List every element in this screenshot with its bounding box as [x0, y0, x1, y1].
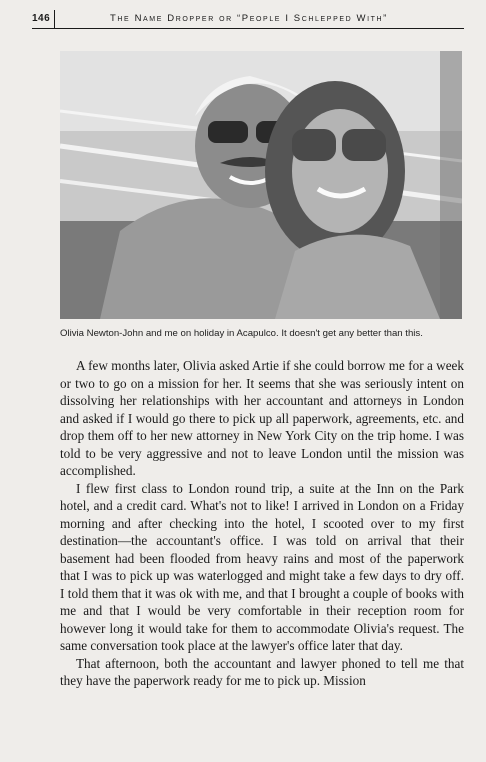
- photo-caption: Olivia Newton-John and me on holiday in Acapulco. It doesn't get any better than this.: [60, 328, 423, 339]
- page-number: 146: [32, 13, 51, 24]
- page-header: [32, 10, 464, 30]
- running-title: The Name Dropper or “People I Schlepped With”: [110, 13, 388, 24]
- paragraph: I flew first class to London round trip, a suite at the Inn on the Park hotel, and a credit card. What's not to like! I arrived in London on a Friday morning and after checking into the hotel, I scooted over to my first destination—the accountant's office. I was told on arrival that their basement had been flooded from heavy rains and most of the paperwork that I was to pick up was waterlogged and might take a few days to dry off. I told them that it was ok with me, and that I brought a couple of books with me and that I would be very comfortable in their reception room for however long it would take for them to accommodate Olivia's request. The same conversation took place at the lawyer's office later that day.: [60, 480, 464, 653]
- header-rule: [32, 28, 464, 29]
- photo: [60, 51, 462, 319]
- header-divider: [54, 10, 55, 28]
- paragraph: A few months later, Olivia asked Artie if she could borrow me for a week or two to go on a mission for her. It seems that she was seriously intent on dissolving her relationships with her accountant and attorneys in London and asked if I would go there to pick up all paperwork, agreements, etc. and drop them off to her new attorney in New York City on the trip home. I was told to be very aggressive and not to leave London until the mission was accomplished.: [60, 358, 464, 478]
- body-text: [60, 357, 464, 690]
- photo-illustration: [60, 51, 462, 319]
- paragraph: That afternoon, both the accountant and lawyer phoned to tell me that they have the paperwork ready for me to pick up. Mission: [60, 655, 464, 688]
